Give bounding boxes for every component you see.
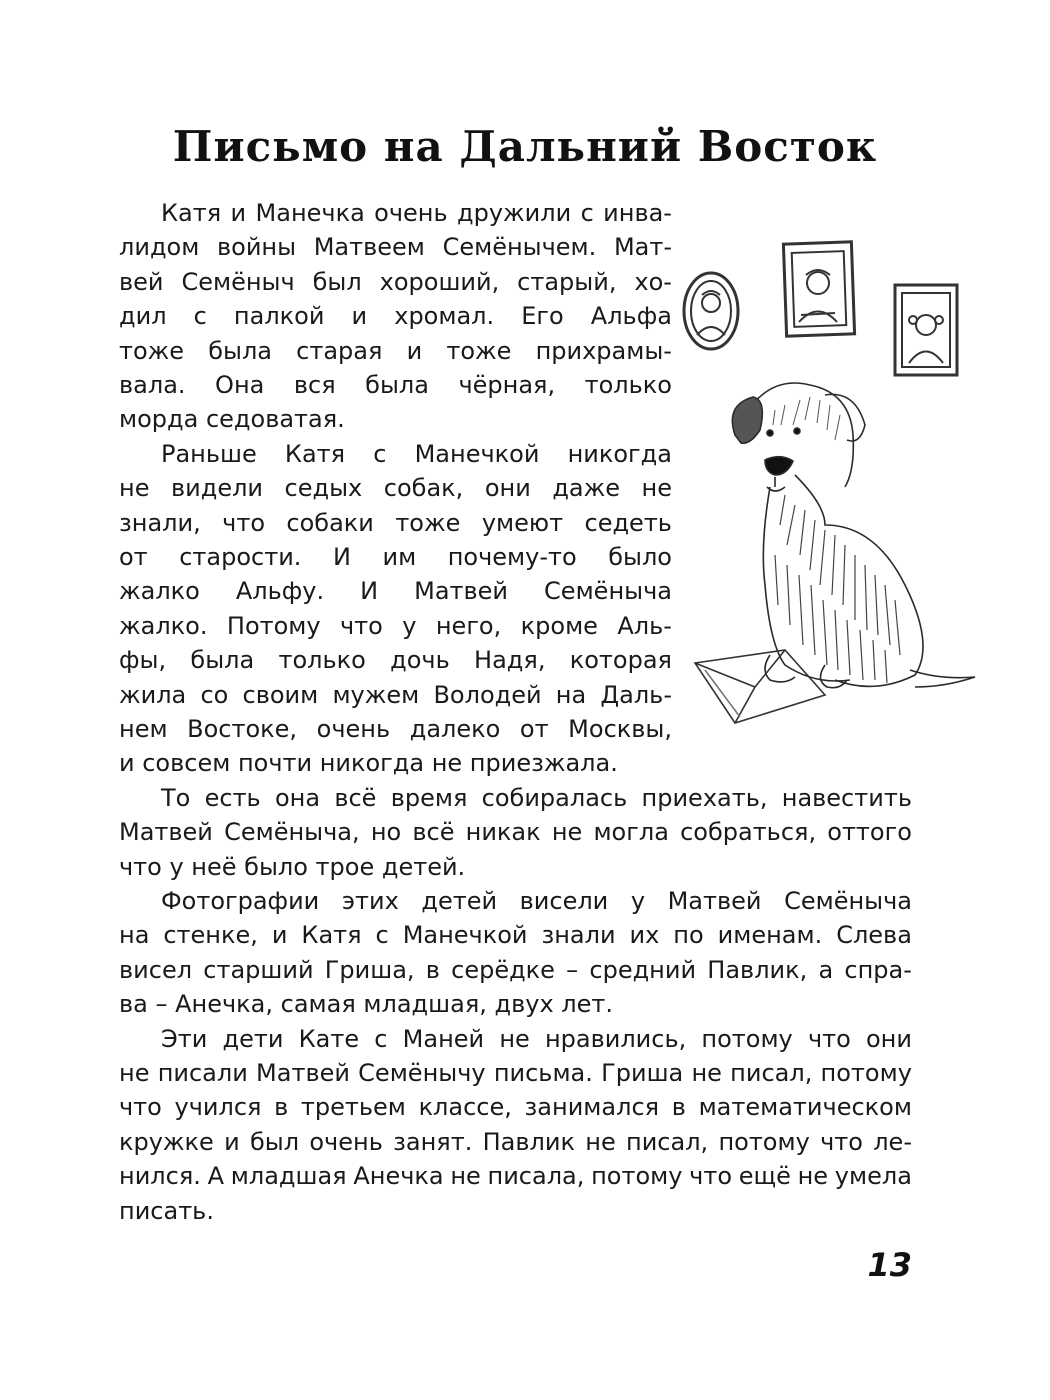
text-line: нем Востоке, очень далеко от Москвы,	[119, 715, 672, 743]
page-number: 13	[867, 1246, 912, 1284]
text-line: ва – Анечка, самая младшая, двух лет.	[119, 990, 614, 1019]
text-line: жалко. Потому что у него, кроме Аль-	[119, 611, 672, 640]
text-line: Катя и Манечка очень дружили с инва-	[161, 199, 672, 227]
text-line: Эти дети Кате с Маней не нравились, потому что они	[161, 1024, 912, 1053]
dog-illustration	[675, 225, 985, 765]
text-line: тоже была старая и тоже прихрамы-	[119, 336, 672, 365]
text-line: морда седоватая.	[119, 405, 345, 434]
text-line: не писали Матвей Семёнычу письма. Гриша не писал, потому	[119, 1059, 912, 1087]
text-line: кружке и был очень занят. Павлик не писал, потому что ле-	[119, 1127, 912, 1156]
text-line: Матвей Семёныча, но всё никак не могла собраться, оттого	[119, 818, 912, 847]
text-line: писать.	[119, 1196, 214, 1225]
text-line: вей Семёныч был хороший, старый, хо-	[119, 267, 672, 296]
text-line: жила со своим мужем Володей на Даль-	[119, 680, 672, 709]
text-line: на стенке, и Катя с Манечкой знали их по именам. Слева	[119, 921, 912, 950]
text-line: знали, что собаки тоже умеют седеть	[119, 508, 672, 537]
text-line: и совсем почти никогда не приезжала.	[119, 749, 618, 778]
text-line: То есть она всё время собиралась приехать, навестить	[161, 783, 912, 812]
photo-frame-anechka	[895, 285, 957, 375]
photo-frame-grisha	[684, 273, 738, 349]
text-line: нился. А младшая Анечка не писала, потому что ещё не умела	[119, 1162, 912, 1191]
text-line: жалко Альфу. И Матвей Семёныча	[119, 577, 672, 606]
text-line: не видели седых собак, они даже не	[119, 474, 672, 503]
text-line: фы, была только дочь Надя, которая	[119, 646, 672, 675]
text-line: дил с палкой и хромал. Его Альфа	[119, 302, 672, 331]
text-line: Фотографии этих детей висели у Матвей Семёныча	[161, 887, 912, 915]
envelope-sketch	[695, 650, 825, 723]
photo-frame-pavlik	[783, 242, 854, 336]
text-line: висел старший Гриша, в серёдке – средний Павлик, а спра-	[119, 955, 912, 984]
dog-sketch	[732, 383, 975, 688]
text-line: от старости. И им почему-то было	[119, 543, 672, 571]
text-line: лидом войны Матвеем Семёнычем. Мат-	[119, 233, 672, 262]
text-line: вала. Она вся была чёрная, только	[119, 371, 672, 399]
chapter-title: Письмо на Дальний Восток	[172, 122, 878, 171]
text-line: что учился в третьем классе, занимался в математическом	[119, 1093, 912, 1122]
text-line: что у неё было трое детей.	[119, 852, 466, 881]
text-line: Раньше Катя с Манечкой никогда	[161, 439, 672, 468]
